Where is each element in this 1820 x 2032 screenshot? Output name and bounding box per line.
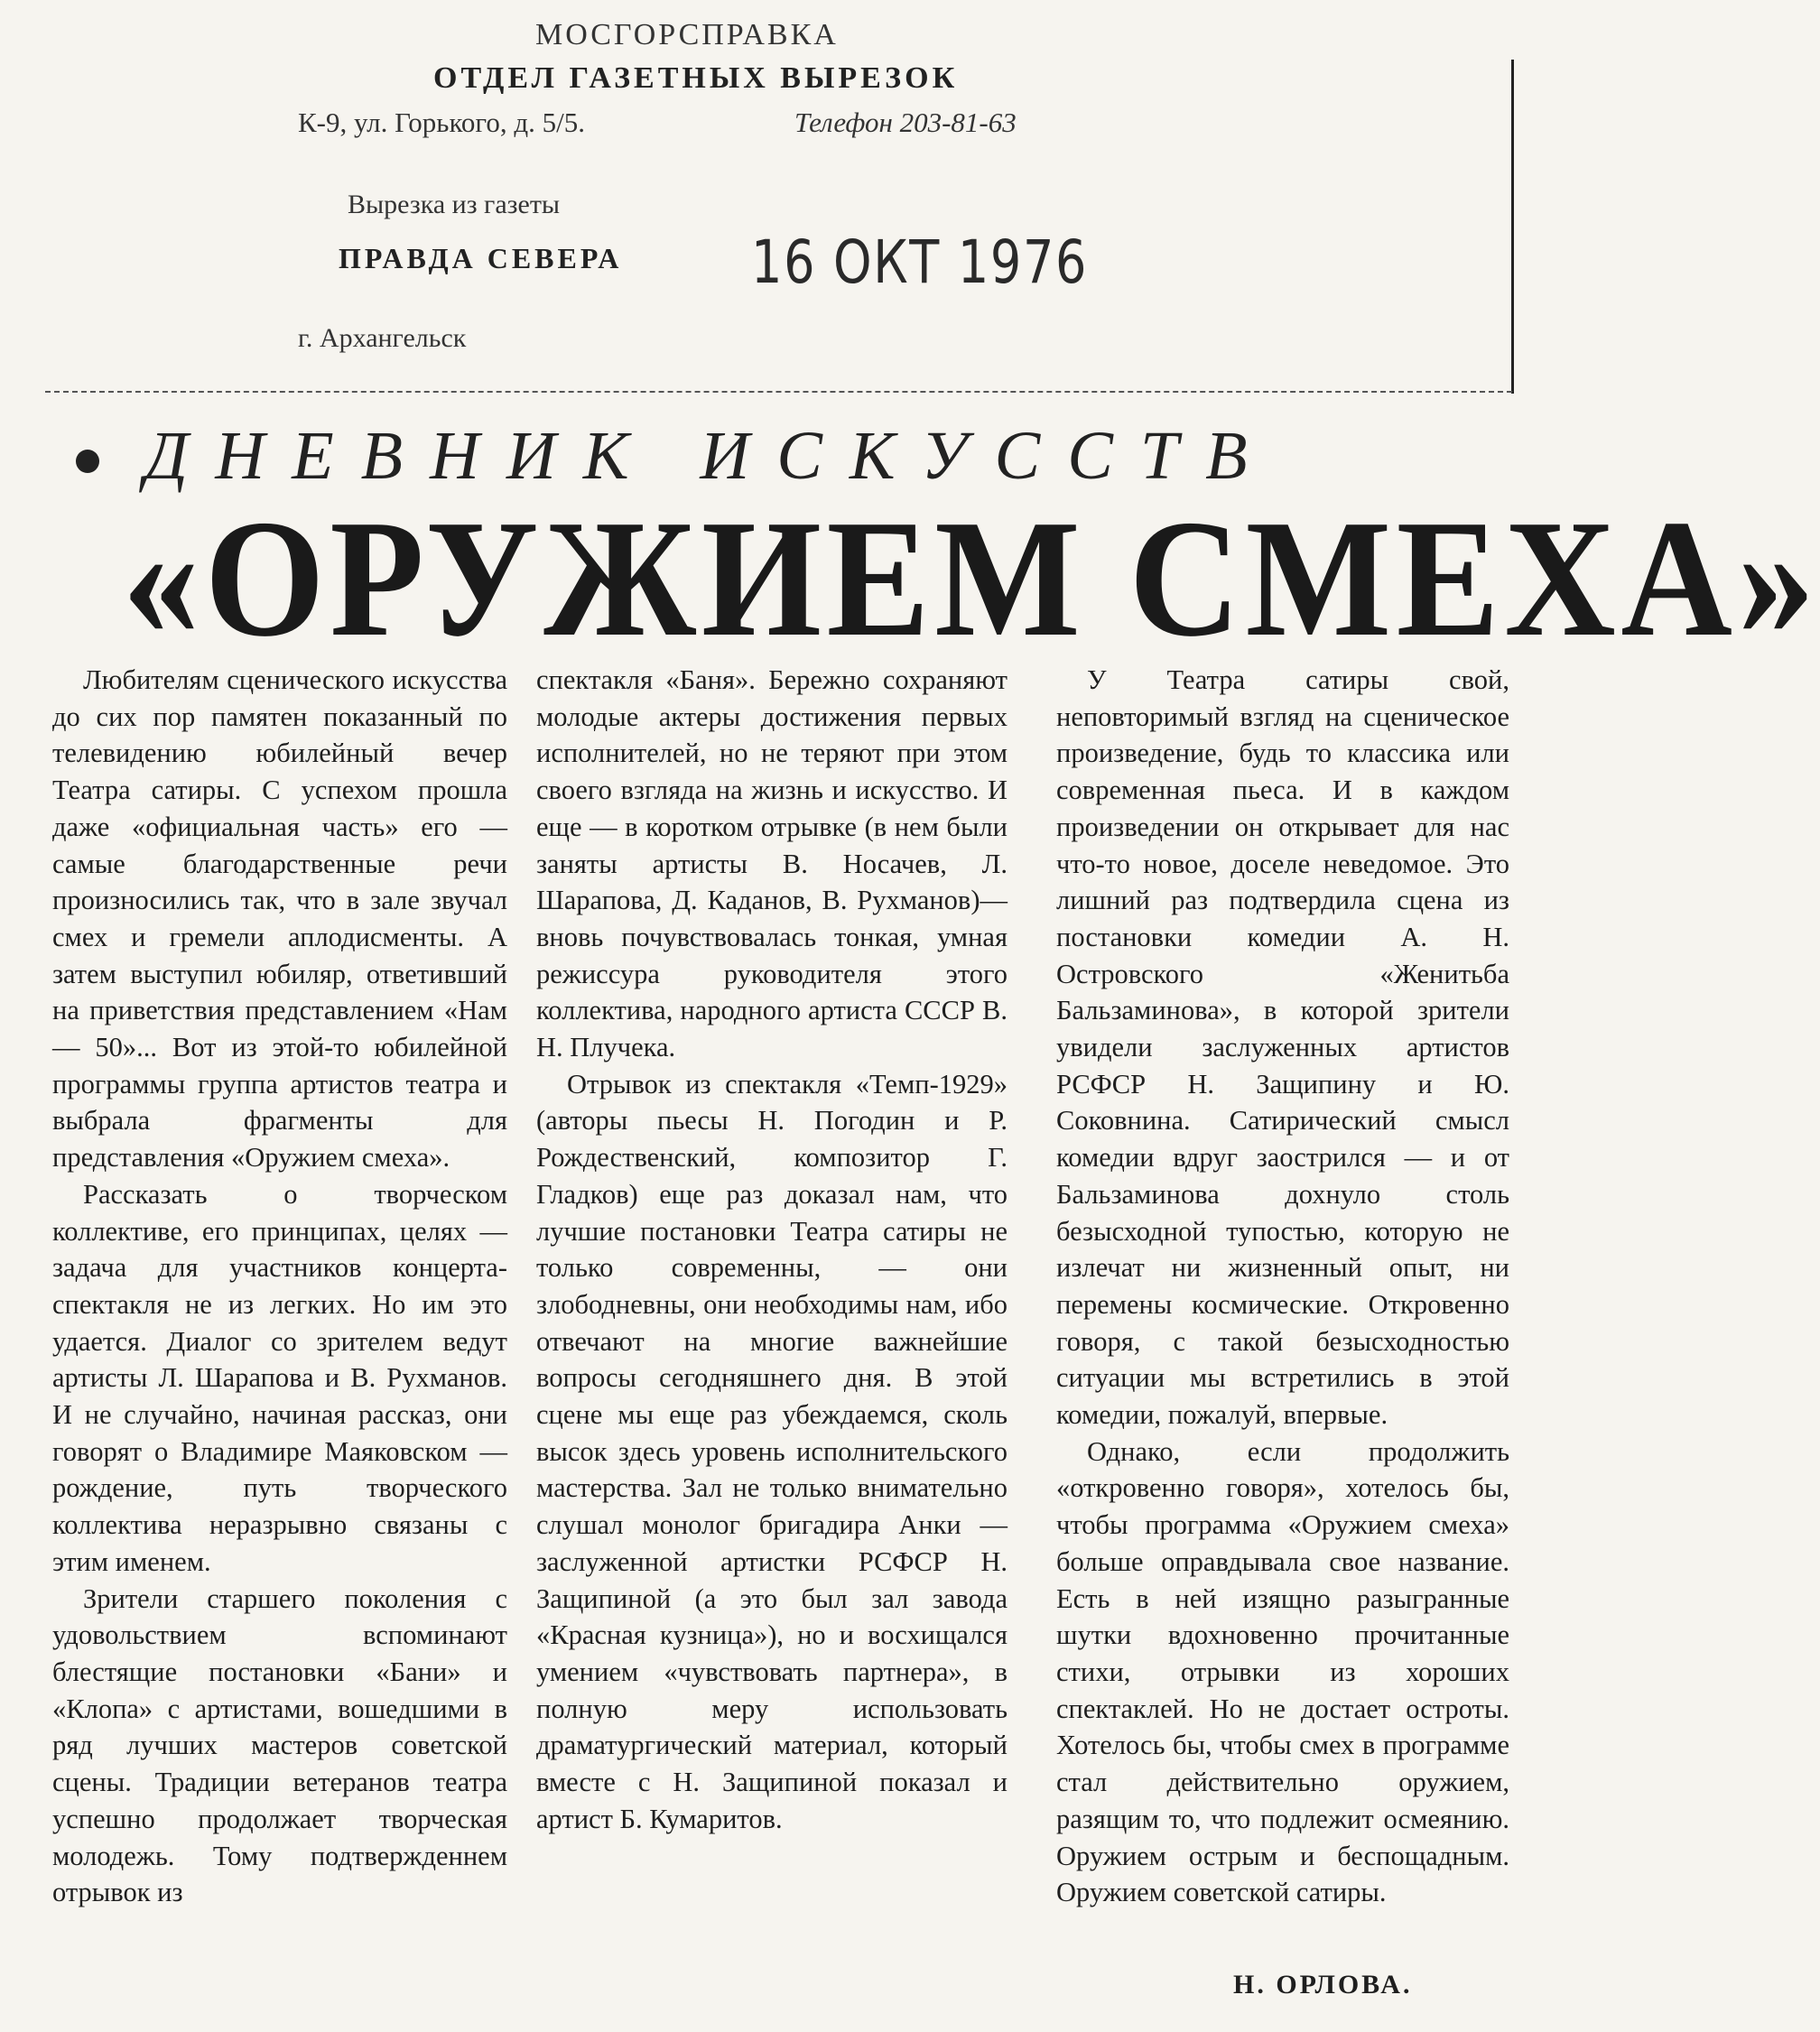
paragraph: Отрывок из спектакля «Темп-1929» (авторы пьесы Н. Погодин и Р. Рождественский, композитор Г. Гладков) еще раз доказал нам, что лучшие постановки Театра сатиры не только современны, — они злободневны, они необходимы нам, ибо отвечают на многие важнейшие вопросы сегодняшнего дня. В этой сцене мы еще раз убеждаемся, сколь высок здесь уровень исполнительского мастерства. Зал не только внимательно слушал монолог бригадира Анки — заслуженной артистки РСФСР Н. Защипиной (а это был зал завода «Красная кузница»), но и восхищался умением «чувствовать партнера», в полную меру использовать драматургический материал, который вместе с Н. Защипиной показал и артист Б. Кумаритов. — [536, 1068, 1008, 1834]
paragraph: Рассказать о творческом коллективе, его принципах, целях — задача для участников концерта-спектакля не из легких. Но им это удается. Диалог со зрителем ведут артисты Л. Шарапова и В. Рухманов. И не случайно, начиная рассказ, они говорят о Владимире Маяковском — рождение, путь творческого коллектива неразрывно связаны с этим именем. — [52, 1178, 507, 1577]
paragraph: Зрители старшего поколения с удовольствием вспоминают блестящие постановки «Бани» и «Клопа» с артистами, вошедшими в ряд лучших мастеров советской сцены. Традиции ветеранов театра успешно продолжает творческая молодежь. Тому подтвержденнем отрывок из — [52, 1582, 507, 1908]
article-column-2 — [536, 662, 1008, 1838]
agency-phone: Телефон 203-81-63 — [794, 107, 1017, 138]
paragraph: Любителям сценического искусства до сих пор памятен показанный по телевидению юбилейный вечер Театра сатиры. С успехом прошла даже «официальная часть» его — самые благодарственные речи произносились так, что в зале звучал смех и гремели аплодисменты. А затем выступил юбиляр, ответивший на приветствия представлением «Нам — 50»... Вот из этой-то юбилейной программы группа артистов театра и выбрала фрагменты для представления «Оружием смеха». — [52, 664, 507, 1174]
article-headline: «ОРУЖИЕМ СМЕХА» — [122, 486, 1820, 672]
paragraph: У Театра сатиры свой, неповторимый взгляд на сценическое произведение, будь то классика или современная пьеса. И в каждом произведении он открывает для нас что-то новое, доселе неведомое. Это лишний раз подтвердила сцена из постановки комедии А. Н. Островского «Женитьба Бальзаминова», в которой зрители увидели заслуженных артистов РСФСР Н. Защипину и Ю. Соковнина. Сатирический смысл комедии вдруг заострился — и от Бальзаминова дохнуло столь безысходной тупостью, которую не излечат ни жизненный опыт, ни перемены космические. Откровенно говоря, с такой безысходностью ситуации мы встретились в этой комедии, пожалуй, впервые. — [1056, 664, 1509, 1431]
rubric-bullet-icon — [76, 450, 99, 473]
paragraph: Однако, если продолжить «откровенно говоря», хотелось бы, чтобы программа «Оружием смеха» больше оправдывала свое название. Есть в ней изящно разыгранные шутки вдохновенно прочитанные стихи, отрывки из хороших спектаклей. Но не достает остроты. Хотелось бы, чтобы смех в программе стал действительно оружием, разящим то, что подлежит осмеянию. Оружием острым и беспощадным. Оружием советской сатиры. — [1056, 1435, 1509, 1908]
clipping-date-stamp: 16 ОКТ 1976 — [751, 227, 1089, 297]
agency-address: К-9, ул. Горького, д. 5/5. — [298, 107, 586, 138]
newspaper-name: ПРАВДА СЕВЕРА — [339, 242, 623, 274]
agency-department: ОТДЕЛ ГАЗЕТНЫХ ВЫРЕЗОК — [433, 61, 959, 95]
cut-divider — [45, 391, 1512, 393]
stamp-border-line — [1511, 60, 1514, 394]
newspaper-city: г. Архангельск — [298, 323, 467, 353]
article-column-1 — [52, 662, 507, 1911]
article-author: Н. ОРЛОВА. — [1233, 1970, 1413, 2000]
agency-name: МОСГОРСПРАВКА — [535, 18, 839, 51]
rubric-title: ДНЕВНИК ИСКУССТВ — [144, 418, 1275, 494]
clipping-label: Вырезка из газеты — [348, 190, 561, 219]
article-column-3 — [1056, 662, 1509, 1911]
paragraph: спектакля «Баня». Бережно сохраняют молодые актеры достижения первых исполнителей, но не теряют при этом своего взгляда на жизнь и искусство. И еще — в коротком отрывке (в нем были заняты артисты В. Носачев, Л. Шарапова, Д. Каданов, В. Рухманов)— вновь почувствовалась тонкая, умная режиссура руководителя этого коллектива, народного артиста СССР В. Н. Плучека. — [536, 664, 1008, 1063]
